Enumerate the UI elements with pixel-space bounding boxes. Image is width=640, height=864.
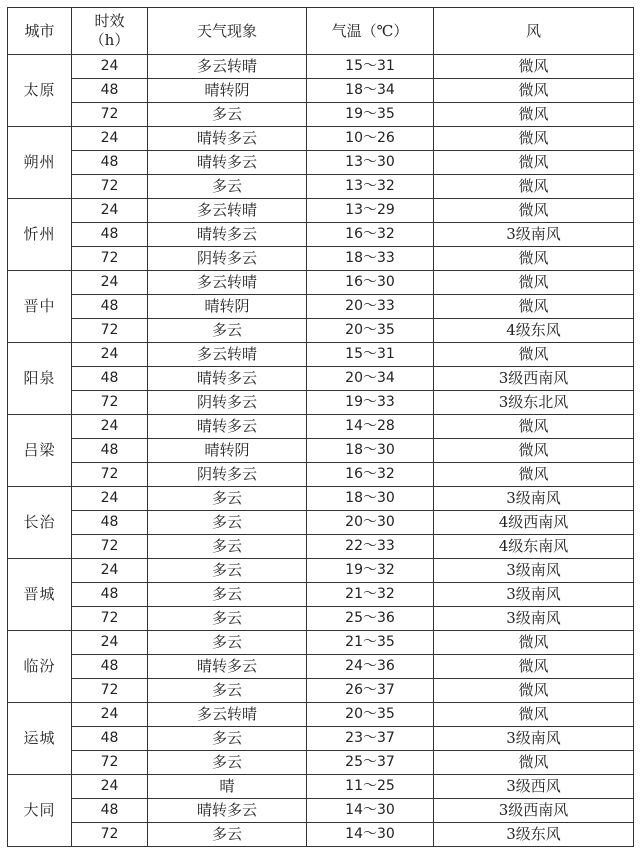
wind-cell: 3级南风 xyxy=(434,487,634,511)
table-row xyxy=(8,607,634,631)
wind-cell: 3级西南风 xyxy=(434,799,634,823)
temp-cell: 13～29 xyxy=(307,199,434,223)
wind-cell: 微风 xyxy=(434,415,634,439)
wind-cell: 微风 xyxy=(434,55,634,79)
weather-cell: 阴转多云 xyxy=(148,247,307,271)
wind-cell: 3级东风 xyxy=(434,823,634,847)
hours-cell: 24 xyxy=(72,343,148,367)
weather-cell: 晴转多云 xyxy=(148,415,307,439)
hours-cell: 72 xyxy=(72,679,148,703)
city-cell: 长治 xyxy=(8,487,72,559)
temp-cell: 14～28 xyxy=(307,415,434,439)
temp-cell: 13～30 xyxy=(307,151,434,175)
wind-cell: 4级东风 xyxy=(434,319,634,343)
wind-cell: 3级南风 xyxy=(434,727,634,751)
weather-cell: 阴转多云 xyxy=(148,463,307,487)
hours-cell: 48 xyxy=(72,151,148,175)
hours-cell: 24 xyxy=(72,199,148,223)
temp-cell: 25～37 xyxy=(307,751,434,775)
temp-cell: 20～33 xyxy=(307,295,434,319)
hours-cell: 48 xyxy=(72,223,148,247)
wind-cell: 4级东南风 xyxy=(434,535,634,559)
weather-cell: 晴转多云 xyxy=(148,367,307,391)
table-row xyxy=(8,415,634,439)
city-cell: 临汾 xyxy=(8,631,72,703)
weather-cell: 多云 xyxy=(148,751,307,775)
hours-cell: 72 xyxy=(72,823,148,847)
table-row xyxy=(8,79,634,103)
wind-cell: 微风 xyxy=(434,79,634,103)
weather-cell: 多云转晴 xyxy=(148,703,307,727)
hours-cell: 72 xyxy=(72,247,148,271)
header-hours-line2: （h） xyxy=(89,31,130,49)
city-cell: 朔州 xyxy=(8,127,72,199)
city-cell: 晋城 xyxy=(8,559,72,631)
hours-cell: 72 xyxy=(72,535,148,559)
hours-cell: 48 xyxy=(72,295,148,319)
temp-cell: 25～36 xyxy=(307,607,434,631)
weather-cell: 多云 xyxy=(148,559,307,583)
table-row xyxy=(8,487,634,511)
hours-cell: 24 xyxy=(72,271,148,295)
city-cell: 运城 xyxy=(8,703,72,775)
wind-cell: 3级西南风 xyxy=(434,367,634,391)
temp-cell: 16～32 xyxy=(307,463,434,487)
table-row xyxy=(8,151,634,175)
table-row xyxy=(8,775,634,799)
hours-cell: 72 xyxy=(72,391,148,415)
weather-cell: 多云 xyxy=(148,679,307,703)
weather-cell: 晴转多云 xyxy=(148,655,307,679)
header-hours xyxy=(72,8,148,55)
hours-cell: 48 xyxy=(72,727,148,751)
forecast-table-container xyxy=(7,7,634,847)
weather-cell: 多云 xyxy=(148,607,307,631)
hours-cell: 24 xyxy=(72,127,148,151)
weather-cell: 多云转晴 xyxy=(148,343,307,367)
weather-cell: 晴转多云 xyxy=(148,127,307,151)
city-cell: 忻州 xyxy=(8,199,72,271)
wind-cell: 微风 xyxy=(434,127,634,151)
hours-cell: 48 xyxy=(72,79,148,103)
hours-cell: 72 xyxy=(72,607,148,631)
temp-cell: 18～34 xyxy=(307,79,434,103)
table-row xyxy=(8,391,634,415)
wind-cell: 微风 xyxy=(434,295,634,319)
wind-cell: 微风 xyxy=(434,247,634,271)
temp-cell: 20～30 xyxy=(307,511,434,535)
wind-cell: 微风 xyxy=(434,439,634,463)
weather-cell: 多云 xyxy=(148,487,307,511)
weather-cell: 阴转多云 xyxy=(148,391,307,415)
temp-cell: 15～31 xyxy=(307,343,434,367)
weather-cell: 多云 xyxy=(148,511,307,535)
table-row xyxy=(8,271,634,295)
city-cell: 晋中 xyxy=(8,271,72,343)
wind-cell: 微风 xyxy=(434,151,634,175)
hours-cell: 24 xyxy=(72,775,148,799)
table-row xyxy=(8,535,634,559)
temp-cell: 21～35 xyxy=(307,631,434,655)
table-row xyxy=(8,175,634,199)
wind-cell: 3级东北风 xyxy=(434,391,634,415)
weather-cell: 多云 xyxy=(148,583,307,607)
table-row xyxy=(8,679,634,703)
header-city: 城市 xyxy=(8,8,72,55)
hours-cell: 72 xyxy=(72,319,148,343)
table-row xyxy=(8,103,634,127)
header-hours-line1: 时效 xyxy=(94,12,125,30)
temp-cell: 10～26 xyxy=(307,127,434,151)
temp-cell: 19～35 xyxy=(307,103,434,127)
wind-cell: 3级南风 xyxy=(434,559,634,583)
wind-cell: 微风 xyxy=(434,463,634,487)
hours-cell: 72 xyxy=(72,463,148,487)
weather-cell: 多云 xyxy=(148,175,307,199)
weather-cell: 多云 xyxy=(148,727,307,751)
wind-cell: 3级南风 xyxy=(434,607,634,631)
weather-cell: 多云转晴 xyxy=(148,199,307,223)
temp-cell: 24～36 xyxy=(307,655,434,679)
hours-cell: 48 xyxy=(72,799,148,823)
temp-cell: 19～33 xyxy=(307,391,434,415)
temp-cell: 20～34 xyxy=(307,367,434,391)
wind-cell: 3级南风 xyxy=(434,223,634,247)
table-row xyxy=(8,799,634,823)
hours-cell: 48 xyxy=(72,367,148,391)
temp-cell: 19～32 xyxy=(307,559,434,583)
header-wind: 风 xyxy=(434,8,634,55)
temp-cell: 22～33 xyxy=(307,535,434,559)
temp-cell: 16～32 xyxy=(307,223,434,247)
temp-cell: 26～37 xyxy=(307,679,434,703)
city-cell: 大同 xyxy=(8,775,72,847)
weather-cell: 多云 xyxy=(148,631,307,655)
temp-cell: 18～30 xyxy=(307,439,434,463)
hours-cell: 24 xyxy=(72,559,148,583)
table-row xyxy=(8,751,634,775)
table-row xyxy=(8,319,634,343)
weather-cell: 晴转阴 xyxy=(148,295,307,319)
weather-cell: 多云 xyxy=(148,535,307,559)
table-row xyxy=(8,439,634,463)
table-row xyxy=(8,55,634,79)
hours-cell: 48 xyxy=(72,439,148,463)
wind-cell: 4级西南风 xyxy=(434,511,634,535)
temp-cell: 16～30 xyxy=(307,271,434,295)
table-row xyxy=(8,127,634,151)
hours-cell: 24 xyxy=(72,415,148,439)
table-row xyxy=(8,559,634,583)
wind-cell: 微风 xyxy=(434,751,634,775)
table-row xyxy=(8,463,634,487)
wind-cell: 微风 xyxy=(434,103,634,127)
wind-cell: 微风 xyxy=(434,655,634,679)
weather-cell: 多云 xyxy=(148,823,307,847)
hours-cell: 24 xyxy=(72,631,148,655)
weather-cell: 晴转多云 xyxy=(148,799,307,823)
table-row xyxy=(8,583,634,607)
wind-cell: 微风 xyxy=(434,631,634,655)
table-row xyxy=(8,247,634,271)
weather-cell: 晴转阴 xyxy=(148,439,307,463)
wind-cell: 微风 xyxy=(434,703,634,727)
weather-cell: 多云转晴 xyxy=(148,55,307,79)
temp-cell: 20～35 xyxy=(307,703,434,727)
temp-cell: 14～30 xyxy=(307,799,434,823)
hours-cell: 24 xyxy=(72,487,148,511)
weather-cell: 多云 xyxy=(148,103,307,127)
temp-cell: 21～32 xyxy=(307,583,434,607)
hours-cell: 72 xyxy=(72,175,148,199)
hours-cell: 72 xyxy=(72,751,148,775)
table-row xyxy=(8,631,634,655)
forecast-table xyxy=(7,7,634,847)
table-row xyxy=(8,655,634,679)
temp-cell: 11～25 xyxy=(307,775,434,799)
temp-cell: 18～30 xyxy=(307,487,434,511)
city-cell: 阳泉 xyxy=(8,343,72,415)
temp-cell: 23～37 xyxy=(307,727,434,751)
wind-cell: 3级西风 xyxy=(434,775,634,799)
city-cell: 吕梁 xyxy=(8,415,72,487)
wind-cell: 微风 xyxy=(434,175,634,199)
hours-cell: 48 xyxy=(72,511,148,535)
temp-cell: 15～31 xyxy=(307,55,434,79)
temp-cell: 20～35 xyxy=(307,319,434,343)
hours-cell: 48 xyxy=(72,583,148,607)
hours-cell: 48 xyxy=(72,655,148,679)
wind-cell: 微风 xyxy=(434,343,634,367)
weather-cell: 晴转阴 xyxy=(148,79,307,103)
wind-cell: 微风 xyxy=(434,199,634,223)
temp-cell: 18～33 xyxy=(307,247,434,271)
hours-cell: 24 xyxy=(72,703,148,727)
header-temp: 气温（℃） xyxy=(307,8,434,55)
table-row xyxy=(8,823,634,847)
table-body xyxy=(8,55,634,847)
wind-cell: 微风 xyxy=(434,271,634,295)
wind-cell: 微风 xyxy=(434,679,634,703)
city-cell: 太原 xyxy=(8,55,72,127)
weather-cell: 晴 xyxy=(148,775,307,799)
table-row xyxy=(8,703,634,727)
weather-cell: 多云 xyxy=(148,319,307,343)
weather-cell: 晴转多云 xyxy=(148,151,307,175)
table-row xyxy=(8,223,634,247)
table-row xyxy=(8,343,634,367)
table-row xyxy=(8,199,634,223)
table-row xyxy=(8,295,634,319)
wind-cell: 3级南风 xyxy=(434,583,634,607)
table-row xyxy=(8,367,634,391)
weather-cell: 多云转晴 xyxy=(148,271,307,295)
weather-cell: 晴转多云 xyxy=(148,223,307,247)
header-weather: 天气现象 xyxy=(148,8,307,55)
table-header-row xyxy=(8,8,634,55)
hours-cell: 24 xyxy=(72,55,148,79)
temp-cell: 13～32 xyxy=(307,175,434,199)
hours-cell: 72 xyxy=(72,103,148,127)
table-row xyxy=(8,727,634,751)
table-row xyxy=(8,511,634,535)
temp-cell: 14～30 xyxy=(307,823,434,847)
